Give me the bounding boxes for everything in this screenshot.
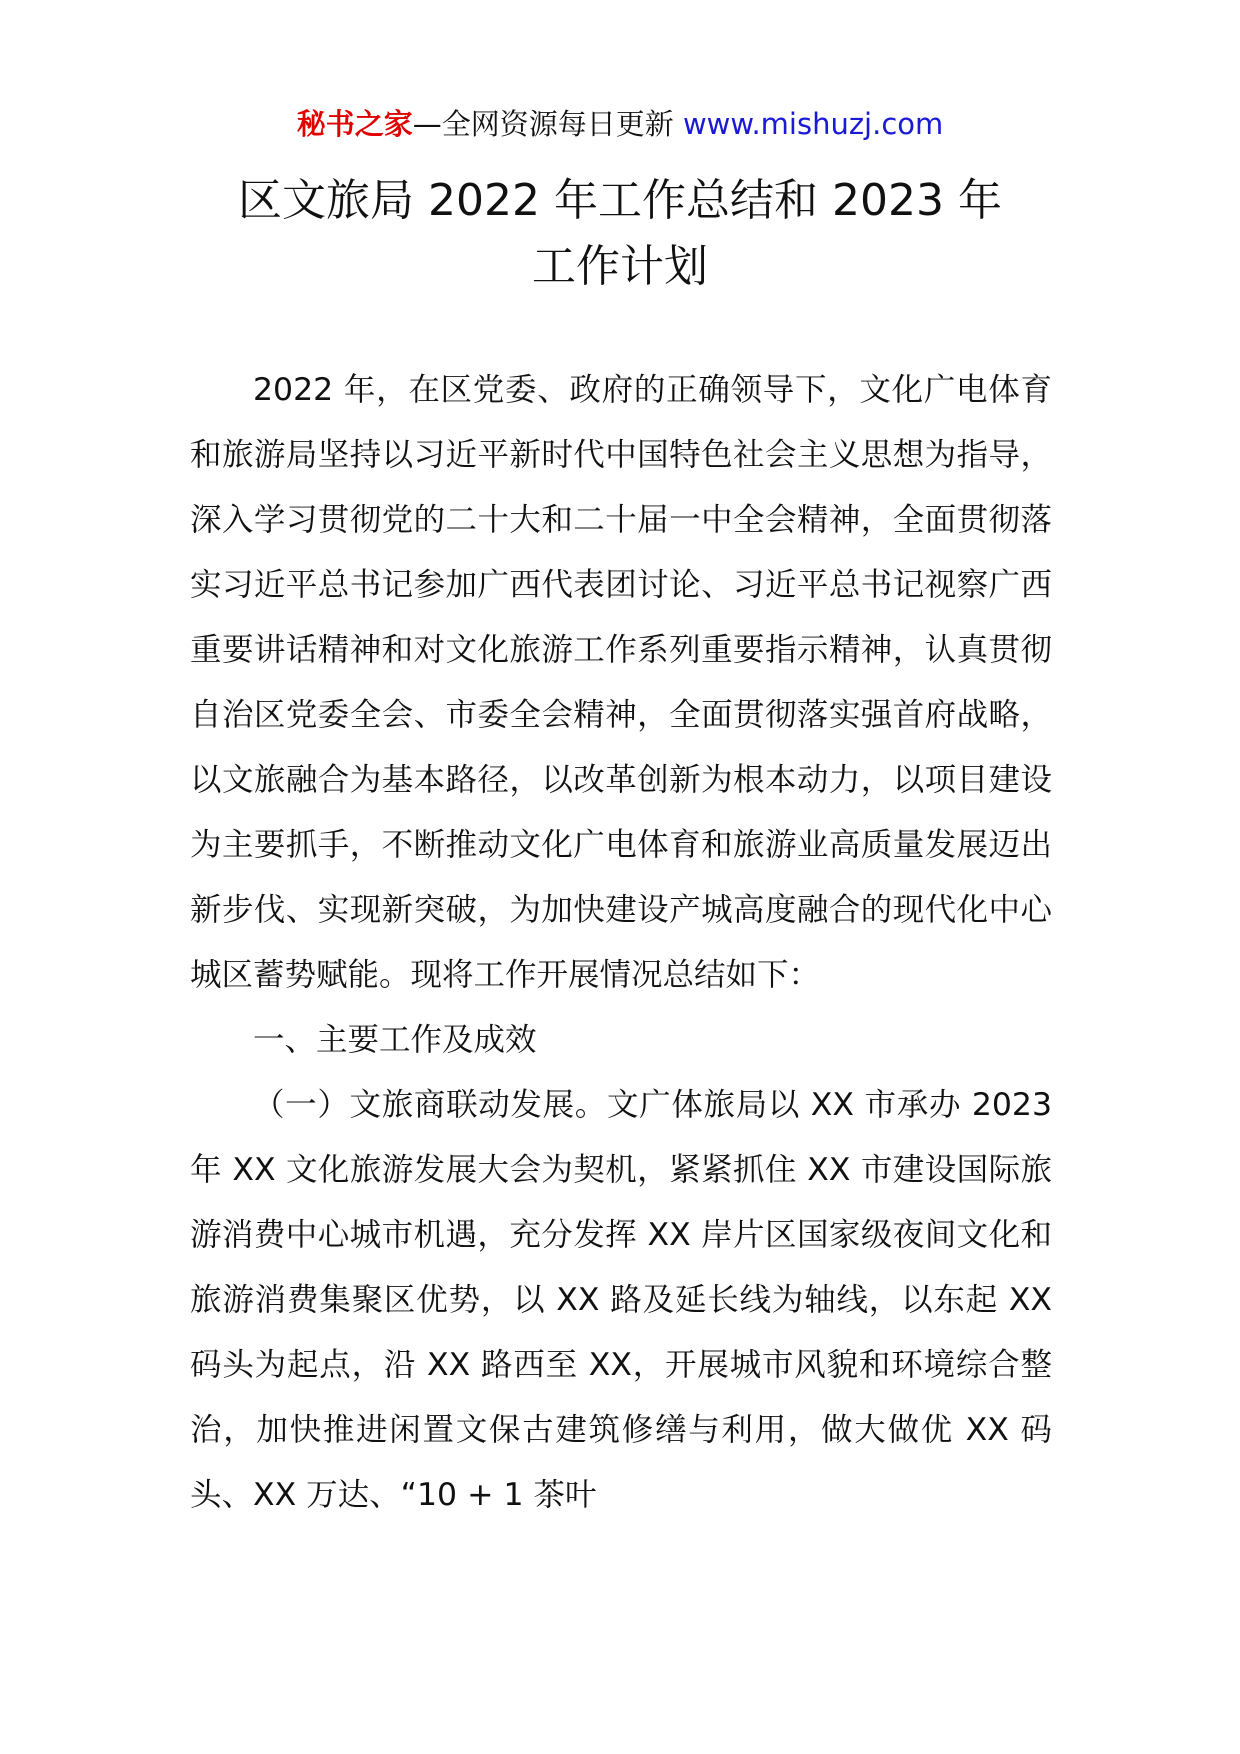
site-url-link[interactable]: www.mishuzj.com <box>682 107 944 141</box>
title-line-2: 工作计划 <box>532 241 708 292</box>
section-1-paragraph: （一）文旅商联动发展。文广体旅局以 XX 市承办 2023 年 XX 文化旅游发展大会为契机，紧紧抓住 XX 市建设国际旅游消费中心城市机遇，充分发挥 XX 岸片区国家级夜间文化和旅游消费集聚区优势，以 XX 路及延长线为轴线，以东起 XX 码头为起点，沿 XX 路西至 XX，开展城市风貌和环境综合整治，加快推进闲置文保古建筑修缮与利用，做大做优 XX 码头、XX 万达、“10 + 1 茶叶 <box>190 1087 1052 1513</box>
title-line-1: 区文旅局 2022 年工作总结和 2023 年 <box>238 175 1002 226</box>
brand-name: 秘书之家 <box>296 107 413 141</box>
document-title <box>0 168 1240 300</box>
section-heading-1: 一、主要工作及成效 <box>253 1022 537 1058</box>
document-body <box>190 358 1052 1528</box>
intro-paragraph: 2022 年，在区党委、政府的正确领导下，文化广电体育和旅游局坚持以习近平新时代中国特色社会主义思想为指导，深入学习贯彻党的二十大和二十届一中全会精神，全面贯彻落实习近平总书记参加广西代表团讨论、习近平总书记视察广西重要讲话精神和对文化旅游工作系列重要指示精神，认真贯彻自治区党委全会、市委全会精神，全面贯彻落实强首府战略，以文旅融合为基本路径，以改革创新为根本动力，以项目建设为主要抓手，不断推动文化广电体育和旅游业高质量发展迈出新步伐、实现新突破，为加快建设产城高度融合的现代化中心城区蓄势赋能。现将工作开展情况总结如下： <box>190 372 1052 993</box>
site-header <box>0 104 1240 144</box>
header-tagline: —全网资源每日更新 <box>412 107 674 141</box>
